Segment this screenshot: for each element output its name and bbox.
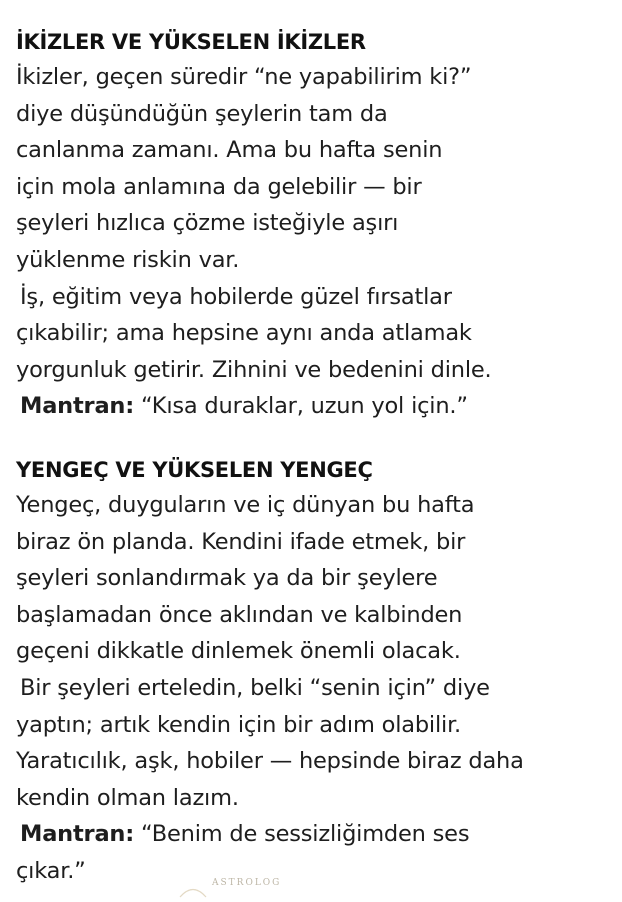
section-heading: YENGEÇ VE YÜKSELEN YENGEÇ — [16, 458, 373, 482]
body-line: İş, eğitim veya hobilerde güzel fırsatlar — [20, 283, 452, 310]
watermark-text: ASTROLOG — [212, 878, 282, 888]
body-line: geçeni dikkatle dinlemek önemli olacak. — [16, 638, 461, 665]
body-line: Yaratıcılık, aşk, hobiler — hepsinde biraz daha — [16, 748, 524, 775]
mantra-label: Mantran: — [20, 821, 135, 848]
body-line: Yengeç, duyguların ve iç dünyan bu hafta — [16, 492, 475, 518]
body-line: için mola anlamına da gelebilir — bir — [16, 173, 422, 200]
section-cancer — [16, 455, 524, 890]
body-line: diye düşündüğün şeylerin tam da — [16, 100, 388, 127]
body-line: canlanma zamanı. Ama bu hafta senin — [16, 137, 443, 164]
body-line: başlamadan önce aklından ve kalbinden — [16, 601, 463, 628]
mantra-line — [16, 816, 524, 853]
mantra-line — [16, 388, 492, 425]
section-body — [16, 487, 524, 890]
mantra-text: “Kısa duraklar, uzun yol için.” — [134, 393, 468, 420]
section-body — [16, 59, 492, 425]
body-line: Bir şeyleri erteledin, belki “senin için” diye — [20, 674, 490, 701]
body-line: kendin olman lazım. — [16, 784, 239, 811]
mantra-text: “Benim de sessizliğimden ses — [134, 821, 470, 848]
body-line: biraz ön planda. Kendini ifade etmek, bir — [16, 528, 466, 555]
body-line: İkizler, geçen süredir “ne yapabilirim ki?” — [16, 64, 472, 90]
body-line: yorgunluk getirir. Zihnini ve bedenini dinle. — [16, 356, 492, 383]
section-gemini — [16, 27, 492, 425]
mantra-line-continued: çıkar.” — [16, 857, 86, 884]
body-line: yaptın; artık kendin için bir adım olabilir. — [16, 711, 462, 738]
body-line: yüklenme riskin var. — [16, 246, 240, 273]
section-heading: İKİZLER VE YÜKSELEN İKİZLER — [16, 30, 366, 54]
body-line: çıkabilir; ama hepsine aynı anda atlamak — [16, 320, 472, 347]
body-line: şeyleri hızlıca çözme isteğiyle aşırı — [16, 210, 399, 237]
mantra-label: Mantran: — [20, 393, 135, 420]
body-line: şeyleri sonlandırmak ya da bir şeylere — [16, 565, 438, 592]
watermark-arc-icon — [178, 884, 208, 898]
